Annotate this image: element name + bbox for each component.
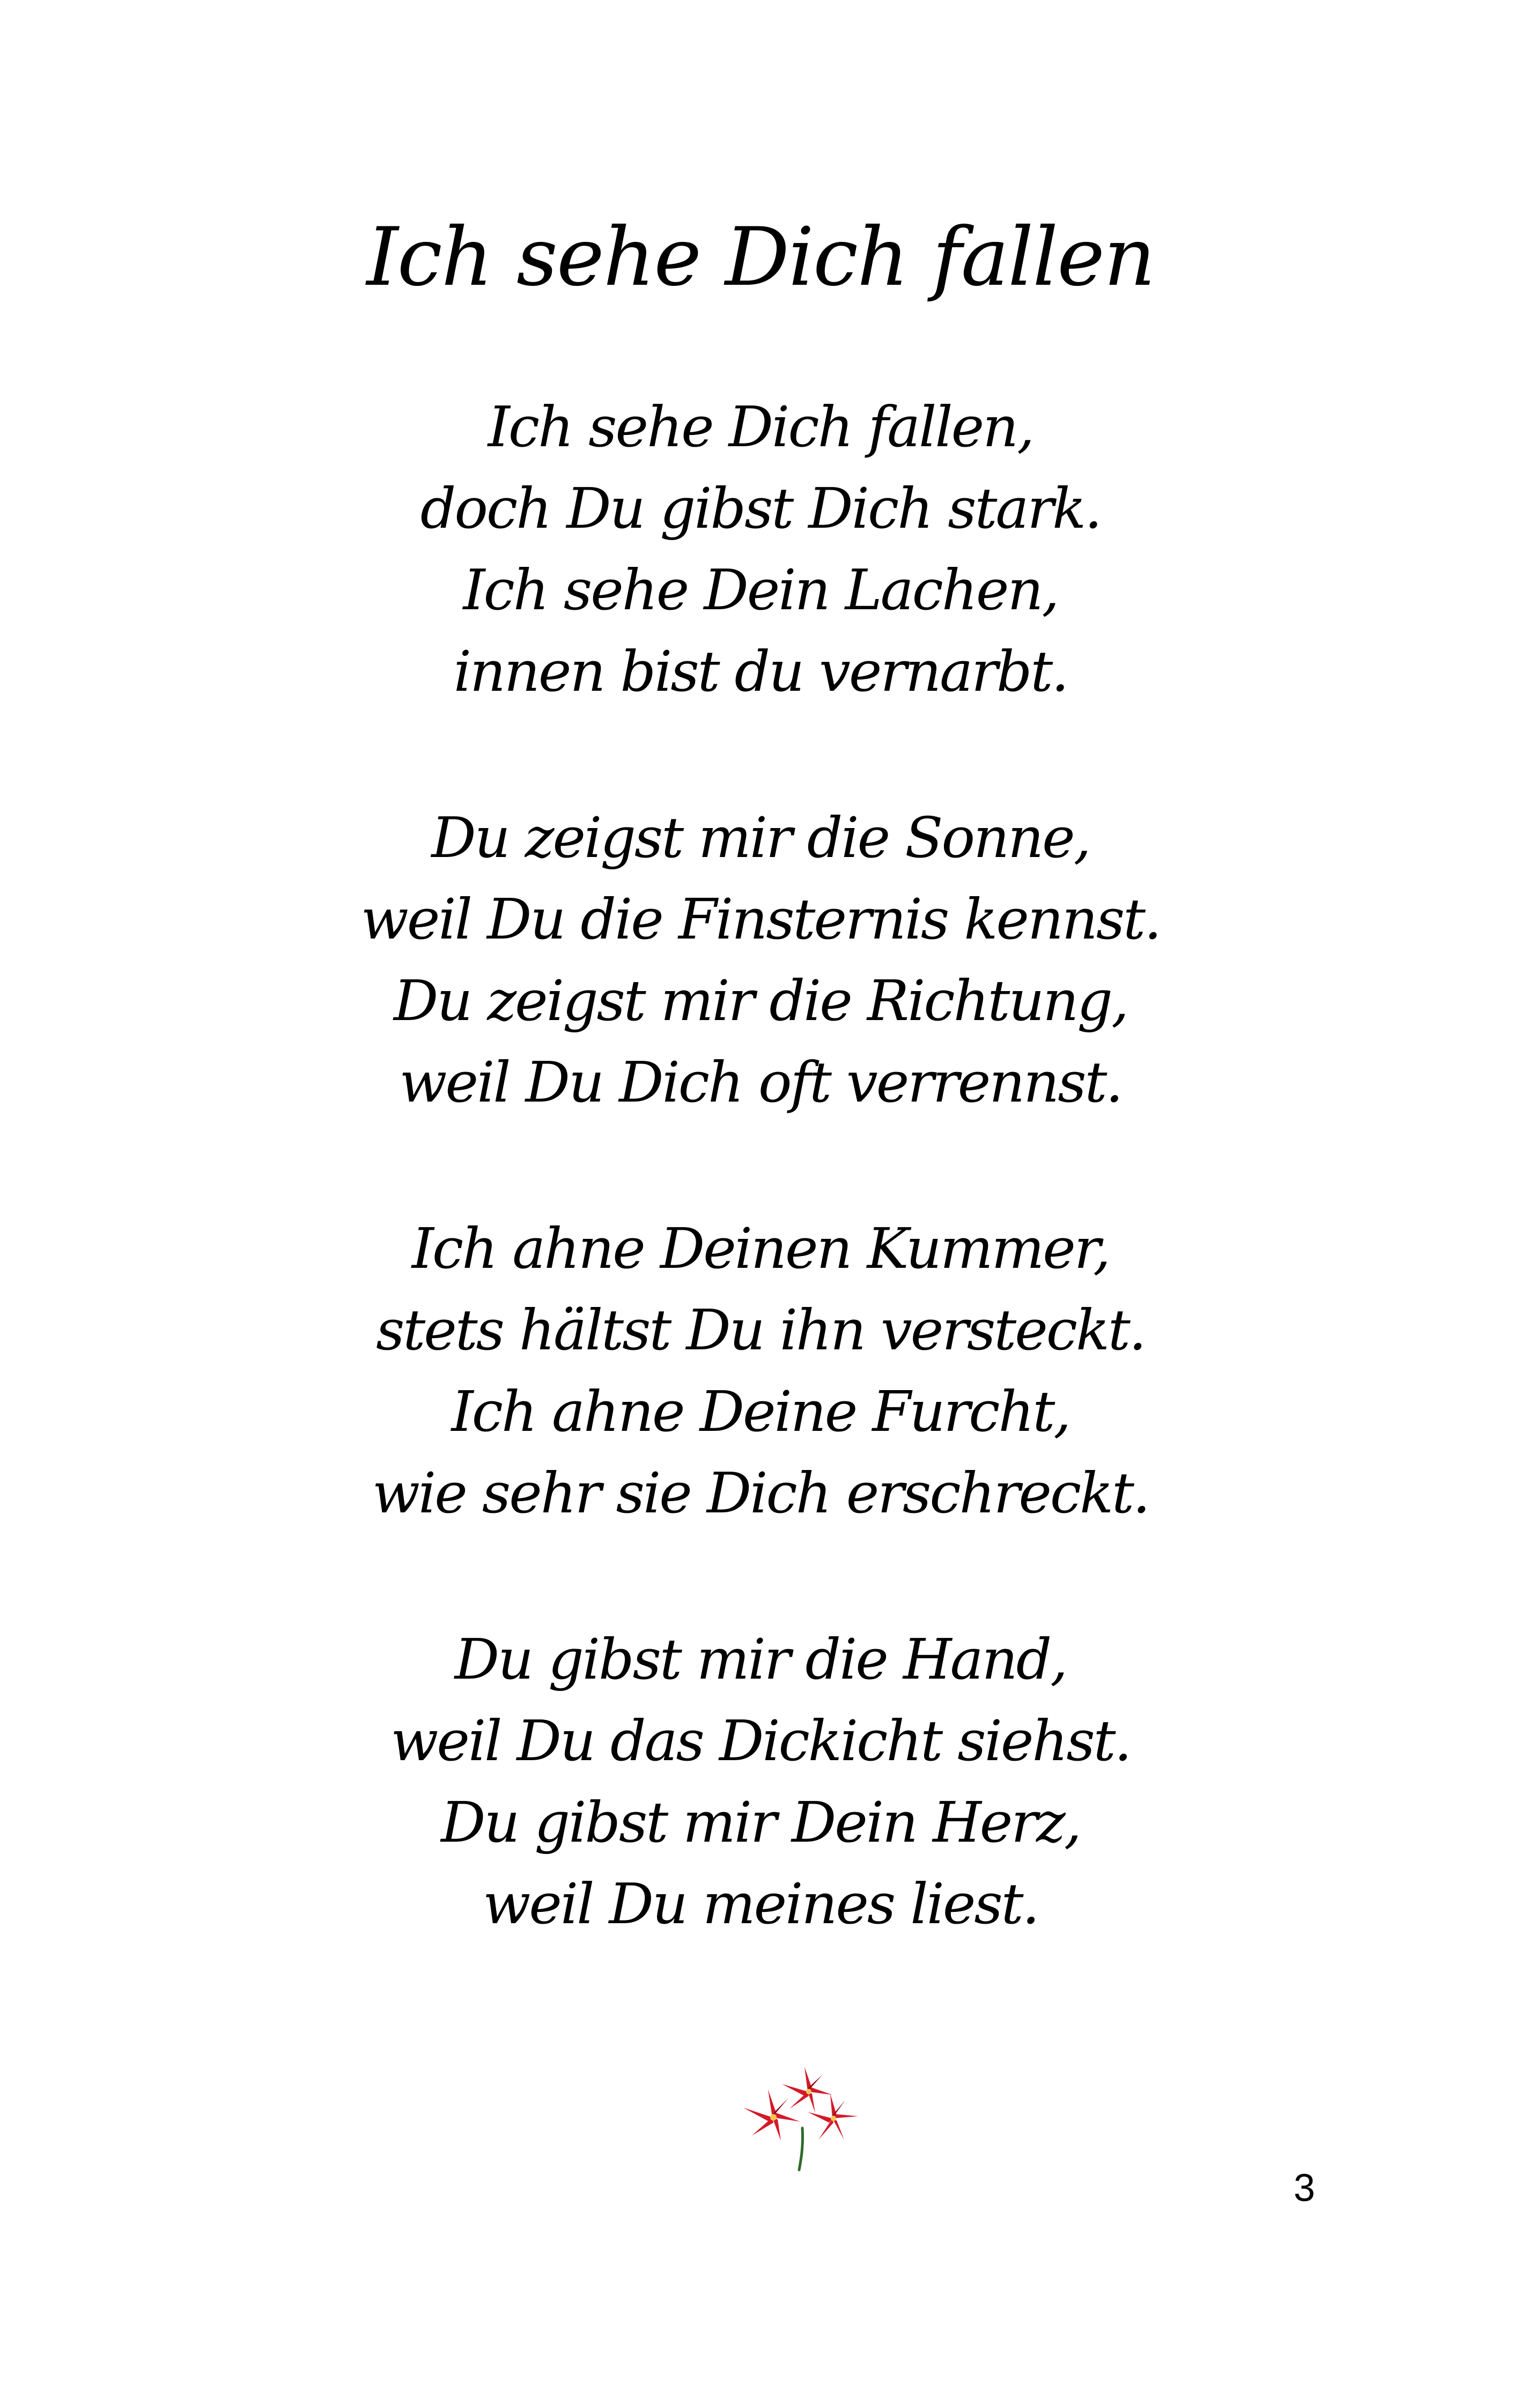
poem-line: stets hältst Du ihn versteckt. xyxy=(376,1297,1145,1363)
stanza-2 xyxy=(0,797,1521,1123)
poem-body xyxy=(0,386,1521,1945)
stanza-4 xyxy=(0,1619,1521,1945)
poem-line: Du zeigst mir die Richtung, xyxy=(393,968,1128,1033)
stanza-3 xyxy=(0,1208,1521,1534)
poem-title: Ich sehe Dich fallen xyxy=(366,211,1155,304)
poem-line: weil Du Dich oft verrennst. xyxy=(399,1050,1122,1115)
poem-line: Ich ahne Deinen Kummer, xyxy=(411,1216,1110,1281)
poem-line: Ich ahne Deine Furcht, xyxy=(451,1379,1070,1444)
stanza-1 xyxy=(0,386,1521,712)
poem-line: weil Du die Finsternis kennst. xyxy=(360,887,1161,952)
poem-line: Du zeigst mir die Sonne, xyxy=(431,805,1090,870)
poem-line: innen bist du vernarbt. xyxy=(453,639,1068,704)
poem-line: doch Du gibst Dich stark. xyxy=(420,476,1101,541)
poem-line: weil Du das Dickicht siehst. xyxy=(390,1708,1131,1774)
page-number: 3 xyxy=(1293,2167,1315,2210)
poem-line: Du gibst mir Dein Herz, xyxy=(441,1790,1080,1855)
poem-line: Du gibst mir die Hand, xyxy=(454,1627,1067,1692)
red-lily-flowers-icon xyxy=(739,2065,868,2172)
poem-line: Ich sehe Dein Lachen, xyxy=(463,557,1058,623)
poem-line: wie sehr sie Dich erschreckt. xyxy=(372,1460,1149,1526)
poem-line: weil Du meines liest. xyxy=(483,1871,1038,1937)
poem-line: Ich sehe Dich fallen, xyxy=(488,394,1033,460)
